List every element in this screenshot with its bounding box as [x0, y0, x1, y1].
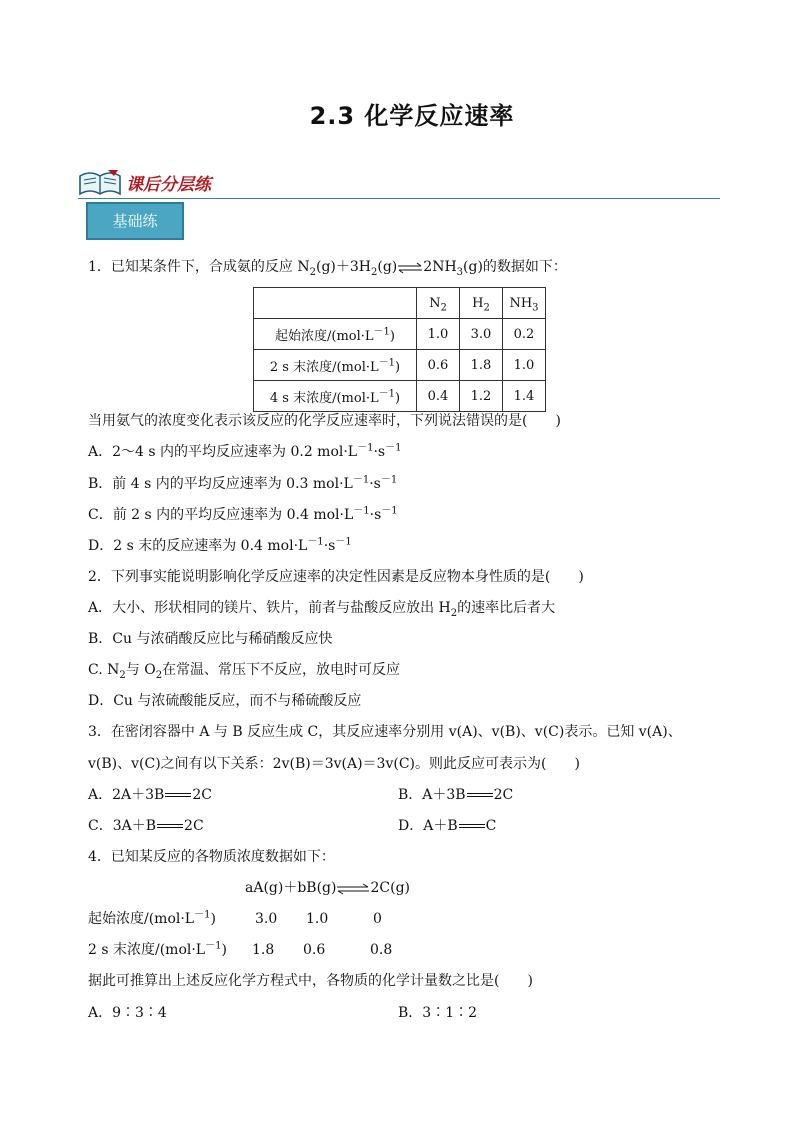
- q4-question: 据此可推算出上述反应化学方程式中，各物质的化学计量数之比是( ): [88, 973, 533, 989]
- q2-option-d[interactable]: D．Cu 与浓硫酸能反应，而不与稀硫酸反应: [88, 693, 362, 709]
- equals-arrow-icon: [165, 793, 191, 797]
- q3-option-c[interactable]: C．3A＋B 2C: [88, 818, 204, 834]
- q2-option-c[interactable]: C. $N_2$与 $O_2$在常温、常压下不反应，放电时可反应: [88, 662, 401, 681]
- q4-row1-value: 0: [373, 911, 382, 927]
- q4-row1-label: 起始浓度$/(mol\cdot L^{-1})$: [88, 909, 216, 927]
- table-header-cell: $N_2$: [417, 288, 460, 319]
- q2-stem: 2．下列事实能说明影响化学反应速率的决定性因素是反应物本身性质的是( ): [88, 569, 584, 585]
- q1-option-b[interactable]: B．前 4 s 内的平均反应速率为 0.3 $mol\cdot L^{-1}\cdot s^{-1}$: [88, 474, 398, 492]
- table-row: 4 s 末浓度$/(mol\cdot L^{-1})$ 0.4 1.2 1.4: [254, 381, 546, 412]
- reversible-arrow-icon: [397, 261, 423, 273]
- table-header-cell: $H_2$: [460, 288, 503, 319]
- table-header-row: [254, 288, 546, 319]
- equals-arrow-icon: [157, 824, 183, 828]
- q4-option-b[interactable]: B．3∶1∶2: [398, 1005, 478, 1021]
- q4-stem: 4．已知某反应的各物质浓度数据如下：: [88, 849, 335, 865]
- q4-row2-label: 2 s 末浓度$/(mol\cdot L^{-1})$: [88, 940, 227, 958]
- table-row: 起始浓度$/(mol\cdot L^{-1})$ 1.0 3.0 0.2: [254, 319, 546, 350]
- q3-stem-line1: 3．在密闭容器中 A 与 B 反应生成 C，其反应速率分别用 v(A)、v(B)、v(C)表示。已知 v(A)、: [88, 724, 682, 740]
- q4-option-a[interactable]: A．9∶3∶4: [88, 1005, 167, 1021]
- q1-stem: 1．已知某条件下，合成氨的反应 $N_2(g)+3H_2(g)$ $2NH_3(g)$的数据如下：: [88, 259, 567, 278]
- book-icon: [78, 168, 122, 198]
- equals-arrow-icon: [459, 824, 485, 828]
- equals-arrow-icon: [467, 793, 493, 797]
- reversible-arrow-icon: [336, 882, 370, 894]
- q1-option-c[interactable]: C．前 2 s 内的平均反应速率为 0.4 $mol\cdot L^{-1}\cdot s^{-1}$: [88, 505, 398, 523]
- q4-row2-value: 0.8: [370, 942, 393, 958]
- q4-row1-value: 3.0: [255, 911, 278, 927]
- q1-option-a[interactable]: A．2～4 s 内的平均反应速率为 0.2 $mol\cdot L^{-1}\cdot s^{-1}$: [88, 442, 402, 460]
- section-title: 课后分层练: [126, 175, 211, 195]
- q3-option-b[interactable]: B．A＋3B 2C: [398, 787, 514, 803]
- level-badge: 基础练: [86, 202, 184, 240]
- q3-stem-line2: v(B)、v(C)之间有以下关系：2v(B)＝3v(A)＝3v(C)。则此反应可表示为( ): [88, 756, 580, 772]
- table-header-cell: $NH_3$: [503, 288, 546, 319]
- q1-question: 当用氨气的浓度变化表示该反应的化学反应速率时，下列说法错误的是( ): [88, 413, 561, 429]
- q1-data-table: [253, 287, 546, 412]
- q4-equation: aA(g)＋bB(g) 2C(g): [245, 880, 410, 896]
- q2-option-a[interactable]: A．大小、形状相同的镁片、铁片，前者与盐酸反应放出 $H_2$的速率比后者大: [88, 600, 556, 619]
- q4-row2-value: 0.6: [303, 942, 326, 958]
- q3-option-d[interactable]: D．A＋B C: [398, 818, 497, 834]
- q2-option-b[interactable]: B．Cu 与浓硝酸反应比与稀硝酸反应快: [88, 631, 333, 647]
- section-divider: [78, 198, 720, 199]
- q4-row2-value: 1.8: [252, 942, 275, 958]
- q1-option-d[interactable]: D．2 s 末的反应速率为 0.4 $mol\cdot L^{-1}\cdot s^{-1}$: [88, 536, 352, 554]
- q4-row1-value: 1.0: [306, 911, 329, 927]
- q3-option-a[interactable]: A．2A＋3B 2C: [88, 787, 212, 803]
- page-title: 2.3 化学反应速率: [309, 102, 515, 130]
- table-row: 2 s 末浓度$/(mol\cdot L^{-1})$ 0.6 1.8 1.0: [254, 350, 546, 381]
